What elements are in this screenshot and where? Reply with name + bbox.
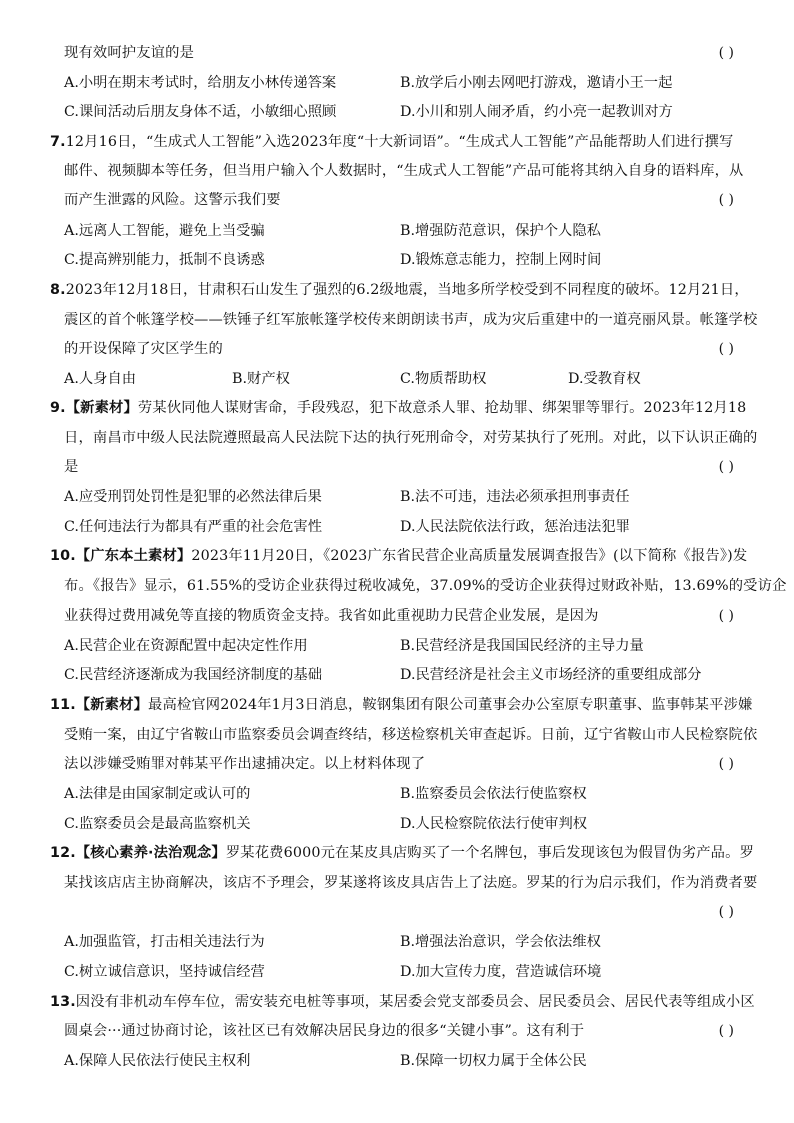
option-d: D.人民法院依法行政，惩治违法犯罪 xyxy=(400,519,630,535)
answer-bracket: ( ) xyxy=(718,341,734,357)
question-6-stem xyxy=(64,43,750,63)
question-8-line-2: 震区的首个帐篷学校——铁锤子红军旅帐篷学校传来朗朗读书声，成为灾后重建中的一道亮丽风景。帐篷学校 xyxy=(64,312,758,328)
answer-bracket: ( ) xyxy=(718,608,734,624)
option-b: B.法不可违，违法必须承担刑事责任 xyxy=(400,489,630,505)
option-b: B.放学后小刚去网吧打游戏，邀请小王一起 xyxy=(400,75,673,91)
answer-bracket: ( ) xyxy=(718,756,734,772)
option-a: A.人身自由 xyxy=(64,371,137,387)
option-b: B.保障一切权力属于全体公民 xyxy=(400,1053,587,1069)
option-b: B.监察委员会依法行使监察权 xyxy=(400,786,587,802)
source-tag: 【广东本土素材】 xyxy=(75,548,192,564)
option-a: A.远离人工智能，避免上当受骗 xyxy=(64,223,265,239)
question-11-line-3: 法以涉嫌受贿罪对韩某平作出逮捕决定。以上材料体现了 xyxy=(64,756,426,772)
option-a: A.民营企业在资源配置中起决定性作用 xyxy=(64,638,308,654)
option-a: A.法律是由国家制定或认可的 xyxy=(64,786,251,802)
option-c: C.物质帮助权 xyxy=(400,371,487,387)
question-9-line-1: 9.【新素材】劳某伙同他人谋财害命，手段残忍，犯下故意杀人罪、抢劫罪、绑架罪等罪行。2023年12月18 xyxy=(50,400,747,416)
question-number: 7. xyxy=(50,134,66,150)
question-12-line-1: 12.【核心素养·法治观念】罗某花费6000元在某皮具店购买了一个名牌包，事后发现该包为假冒伪劣产品。罗 xyxy=(50,845,755,861)
question-10-line-1: 10.【广东本土素材】2023年11月20日，《2023广东省民营企业高质量发展调查报告》(以下简称《报告》)发 xyxy=(50,548,748,564)
question-10-line-2: 布。《报告》显示，61.55%的受访企业获得过税收减免，37.09%的受访企业获得过财政补贴，13.69%的受访企 xyxy=(64,578,787,594)
option-c: C.任何违法行为都具有严重的社会危害性 xyxy=(64,519,323,535)
question-number: 9. xyxy=(50,400,66,416)
answer-bracket: ( ) xyxy=(718,45,734,61)
question-13-line-1: 13.因没有非机动车停车位，需安装充电桩等事项，某居委会党支部委员会、居民委员会、居民代表等组成小区 xyxy=(50,994,755,1010)
source-tag: 【新素材】 xyxy=(65,400,138,416)
question-number: 8. xyxy=(50,282,66,298)
question-13-line-2: 圆桌会···通过协商讨论，该社区已有效解决居民身边的很多“关键小事”。这有利于 xyxy=(64,1023,585,1039)
option-d: D.加大宣传力度，营造诚信环境 xyxy=(400,964,602,980)
option-c: C.课间活动后朋友身体不适，小敏细心照顾 xyxy=(64,104,337,120)
question-10-line-3: 业获得过费用减免等直接的物质资金支持。我省如此重视助力民营企业发展，是因为 xyxy=(64,608,599,624)
question-7-line-2: 邮件、视频脚本等任务，但当用户输入个人数据时，“生成式人工智能”产品可能将其纳入自身的语料库，从 xyxy=(64,163,744,179)
option-c: C.民营经济逐渐成为我国经济制度的基础 xyxy=(64,667,323,683)
question-11-line-2: 受贿一案，由辽宁省鞍山市监察委员会调查终结，移送检察机关审查起诉。日前，辽宁省鞍山市人民检察院依 xyxy=(64,727,758,743)
option-d: D.民营经济是社会主义市场经济的重要组成部分 xyxy=(400,667,702,683)
question-number: 12. xyxy=(50,845,76,861)
option-b: B.财产权 xyxy=(232,371,290,387)
question-9-line-2: 日，南昌市中级人民法院遵照最高人民法院下达的执行死刑命令，对劳某执行了死刑。对此，以下认识正确的 xyxy=(64,430,758,446)
question-12-line-2: 某找该店店主协商解决，该店不予理会，罗某遂将该皮具店告上了法庭。罗某的行为启示我们，作为消费者要 xyxy=(64,875,758,891)
option-d: D.人民检察院依法行使审判权 xyxy=(400,816,588,832)
question-7-line-1: 7.12月16日，“生成式人工智能”入选2023年度“十大新词语”。“生成式人工智能”产品能帮助人们进行撰写 xyxy=(50,134,734,150)
question-8-line-3: 的开设保障了灾区学生的 xyxy=(64,341,223,357)
answer-bracket: ( ) xyxy=(718,904,734,920)
option-a: A.保障人民依法行使民主权利 xyxy=(64,1053,251,1069)
source-tag: 【核心素养·法治观念】 xyxy=(75,845,226,861)
answer-bracket: ( ) xyxy=(718,1023,734,1039)
option-c: C.监察委员会是最高监察机关 xyxy=(64,816,251,832)
stem-text: 现有效呵护友谊的是 xyxy=(64,45,195,61)
option-c: C.提高辨别能力，抵制不良诱惑 xyxy=(64,252,265,268)
question-8-line-1: 8.2023年12月18日，甘肃积石山发生了强烈的6.2级地震，当地多所学校受到不同程度的破坏。12月21日， xyxy=(50,282,749,298)
option-b: B.增强防范意识，保护个人隐私 xyxy=(400,223,601,239)
option-a: A.应受刑罚处罚性是犯罪的必然法律后果 xyxy=(64,489,322,505)
question-number: 13. xyxy=(50,994,76,1010)
option-b: B.增强法治意识，学会依法维权 xyxy=(400,934,601,950)
option-b: B.民营经济是我国国民经济的主导力量 xyxy=(400,638,644,654)
option-d: D.小川和别人闹矛盾，约小亮一起教训对方 xyxy=(400,104,673,120)
answer-bracket: ( ) xyxy=(718,459,734,475)
question-11-line-1: 11.【新素材】最高检官网2024年1月3日消息，鞍钢集团有限公司董事会办公室原专职董事、监事韩某平涉嫌 xyxy=(50,697,753,713)
option-a: A.小明在期末考试时，给朋友小林传递答案 xyxy=(64,75,337,91)
question-number: 11. xyxy=(50,697,76,713)
question-9-line-3: 是 xyxy=(64,459,79,475)
option-d: D.锻炼意志能力，控制上网时间 xyxy=(400,252,602,268)
question-7-line-3: 而产生泄露的风险。这警示我们要 xyxy=(64,192,281,208)
option-c: C.树立诚信意识，坚持诚信经营 xyxy=(64,964,265,980)
question-number: 10. xyxy=(50,548,76,564)
option-a: A.加强监管，打击相关违法行为 xyxy=(64,934,265,950)
option-d: D.受教育权 xyxy=(568,371,641,387)
source-tag: 【新素材】 xyxy=(75,697,149,713)
answer-bracket: ( ) xyxy=(718,192,734,208)
